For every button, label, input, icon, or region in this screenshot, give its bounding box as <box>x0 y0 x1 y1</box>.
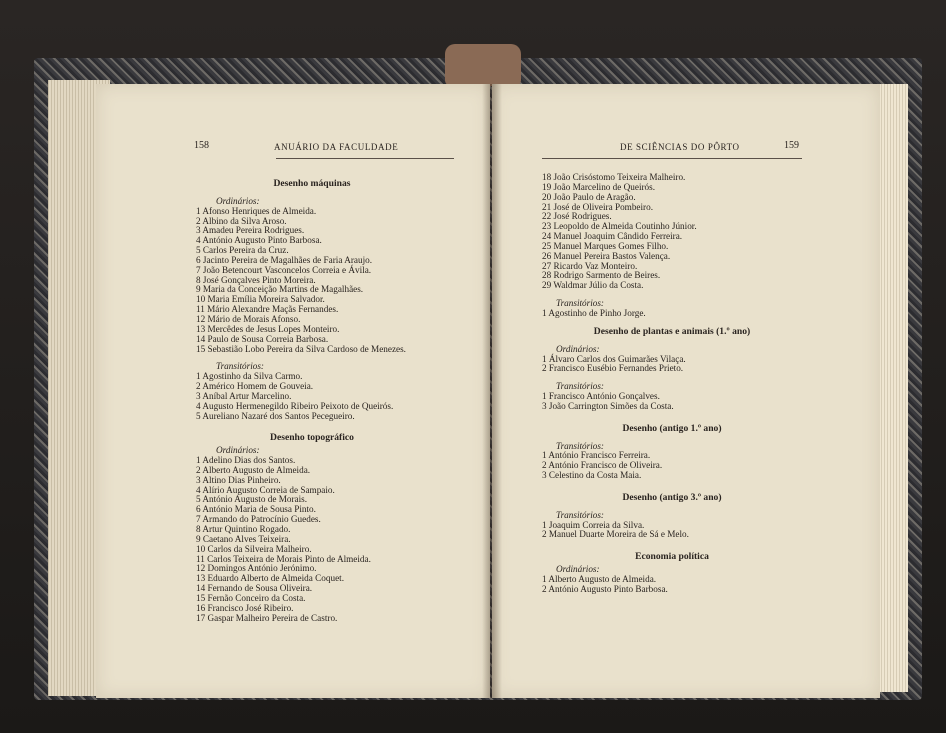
list-item: 13 Mercêdes de Jesus Lopes Monteiro. <box>196 323 340 334</box>
list-item: 6 António Maria de Sousa Pinto. <box>196 504 316 515</box>
list-item: 5 António Augusto de Morais. <box>196 494 308 505</box>
list-item: 19 João Marcelino de Queirós. <box>542 181 656 192</box>
list-item: 15 Fernão Conceiro da Costa. <box>196 592 306 603</box>
list-item: 23 Leopoldo de Almeida Coutinho Júnior. <box>542 221 697 232</box>
list-item: 26 Manuel Pereira Bastos Valença. <box>542 250 671 261</box>
list-item: 1 Afonso Henriques de Almeida. <box>196 205 317 216</box>
book-spine-strap <box>445 44 521 86</box>
list-item: 1 Francisco António Gonçalves. <box>542 391 660 402</box>
list-item: 7 Armando do Patrocínio Guedes. <box>196 514 321 525</box>
list-item: 17 Gaspar Malheiro Pereira de Castro. <box>196 612 338 623</box>
list-item: 2 António Francisco de Oliveira. <box>542 460 663 471</box>
group-label: Transitórios: <box>556 440 604 451</box>
page-number: 158 <box>194 140 209 151</box>
list-item: 5 Aureliano Nazaré dos Santos Pecegueiro. <box>196 410 355 421</box>
list-item: 4 Alírio Augusto Correia de Sampaio. <box>196 484 335 495</box>
list-item: 20 João Paulo de Aragão. <box>542 191 636 202</box>
right-page <box>492 84 880 698</box>
list-item: 4 Augusto Hermenegildo Ribeiro Peixoto de Queirós. <box>196 400 394 411</box>
list-item: 16 Francisco José Ribeiro. <box>196 602 294 613</box>
list-item: 3 Altino Dias Pinheiro. <box>196 474 281 485</box>
list-item: 3 Amadeu Pereira Rodrigues. <box>196 225 305 236</box>
list-item: 12 Domingos António Jerónimo. <box>196 563 317 574</box>
group-label: Ordinários: <box>216 195 260 206</box>
list-item: 18 João Crisóstomo Teixeira Malheiro. <box>542 172 686 182</box>
list-item: 3 João Carrington Simões da Costa. <box>542 400 674 411</box>
running-header: ANUÁRIO DA FACULDADE <box>274 142 399 152</box>
group-label: Transitórios: <box>556 381 604 392</box>
right-page-text <box>542 173 812 595</box>
list-item: 9 Caetano Alves Teixeira. <box>196 533 291 544</box>
list-item: 25 Manuel Marques Gomes Filho. <box>542 240 669 251</box>
list-item: 10 Carlos da Silveira Malheiro. <box>196 543 312 554</box>
section-title: Desenho topográfico <box>270 432 354 444</box>
list-item: 1 António Francisco Ferreira. <box>542 450 651 461</box>
right-page-edges <box>878 84 908 692</box>
list-item: 4 António Augusto Pinto Barbosa. <box>196 235 322 246</box>
list-item: 9 Maria da Conceição Martins de Magalhães. <box>196 284 364 295</box>
left-page <box>96 84 490 698</box>
section-title: Desenho (antigo 3.º ano) <box>622 491 722 503</box>
list-item: 1 Agostinho da Silva Carmo. <box>196 371 303 382</box>
section-title: Desenho de plantas e animais (1.º ano) <box>593 325 751 337</box>
group-label: Ordinários: <box>556 564 600 575</box>
list-item: 1 Joaquim Correia da Silva. <box>542 519 645 530</box>
list-item: 13 Eduardo Alberto de Almeida Coquet. <box>196 573 344 584</box>
list-item: 2 Manuel Duarte Moreira de Sá e Melo. <box>542 529 689 540</box>
section-title: Desenho (antigo 1.º ano) <box>622 422 722 434</box>
book-gutter <box>482 84 502 698</box>
list-item: 24 Manuel Joaquim Cândido Ferreira. <box>542 231 683 242</box>
list-item: 7 João Betencourt Vasconcelos Correia e Ávila. <box>196 264 372 275</box>
group-label: Ordinários: <box>556 343 600 354</box>
list-item: 5 Carlos Pereira da Cruz. <box>196 245 289 256</box>
list-item: 11 Carlos Teixeira de Morais Pinto de Almeida. <box>196 553 371 564</box>
list-item: 1 Adelino Dias dos Santos. <box>196 455 296 466</box>
page-number: 159 <box>784 140 799 151</box>
header-rule <box>276 158 454 159</box>
list-item: 1 Agostinho de Pinho Jorge. <box>542 307 646 318</box>
list-item: 15 Sebastião Lobo Pereira da Silva Cardoso de Menezes. <box>196 343 406 354</box>
list-item: 28 Rodrigo Sarmento de Beires. <box>542 270 661 281</box>
section-title: Economia política <box>635 551 709 563</box>
list-item: 8 Artur Quintino Rogado. <box>196 524 291 534</box>
group-label: Ordinários: <box>216 445 260 456</box>
running-header: DE SCIÊNCIAS DO PÔRTO <box>620 142 740 152</box>
list-item: 1 Álvaro Carlos dos Guimarães Vilaça. <box>542 353 686 364</box>
list-item: 2 Alberto Augusto de Almeida. <box>196 464 311 475</box>
list-item: 2 Francisco Eusébio Fernandes Prieto. <box>542 363 684 374</box>
header-rule <box>542 158 802 159</box>
group-label: Transitórios: <box>556 298 604 309</box>
section-title: Desenho máquinas <box>273 178 351 189</box>
list-item: 22 José Rodrigues. <box>542 211 612 222</box>
list-item: 14 Paulo de Sousa Correia Barbosa. <box>196 333 329 344</box>
list-item: 21 José de Oliveira Pombeiro. <box>542 201 653 212</box>
list-item: 29 Waldmar Júlio da Costa. <box>542 280 644 291</box>
list-item: 10 Maria Emília Moreira Salvador. <box>196 294 325 305</box>
list-item: 2 Albino da Silva Aroso. <box>196 215 287 226</box>
list-item: 6 Jacinto Pereira de Magalhães de Faria Araujo. <box>196 254 373 265</box>
list-item: 14 Fernando de Sousa Oliveira. <box>196 583 313 594</box>
group-label: Transitórios: <box>216 361 264 372</box>
list-item: 8 José Gonçalves Pinto Moreira. <box>196 274 316 285</box>
list-item: 12 Mário de Morais Afonso. <box>196 313 301 324</box>
list-item: 27 Ricardo Vaz Monteiro. <box>542 260 638 271</box>
list-item: 11 Mário Alexandre Maçãs Fernandes. <box>196 304 339 315</box>
list-item: 3 Aníbal Artur Marcelino. <box>196 390 292 401</box>
group-label: Transitórios: <box>556 509 604 520</box>
list-item: 2 António Augusto Pinto Barbosa. <box>542 583 668 594</box>
list-item: 2 Américo Homem de Gouveia. <box>196 381 314 392</box>
left-page-text <box>196 179 466 623</box>
list-item: 1 Alberto Augusto de Almeida. <box>542 574 657 584</box>
list-item: 3 Celestino da Costa Maia. <box>542 470 642 481</box>
